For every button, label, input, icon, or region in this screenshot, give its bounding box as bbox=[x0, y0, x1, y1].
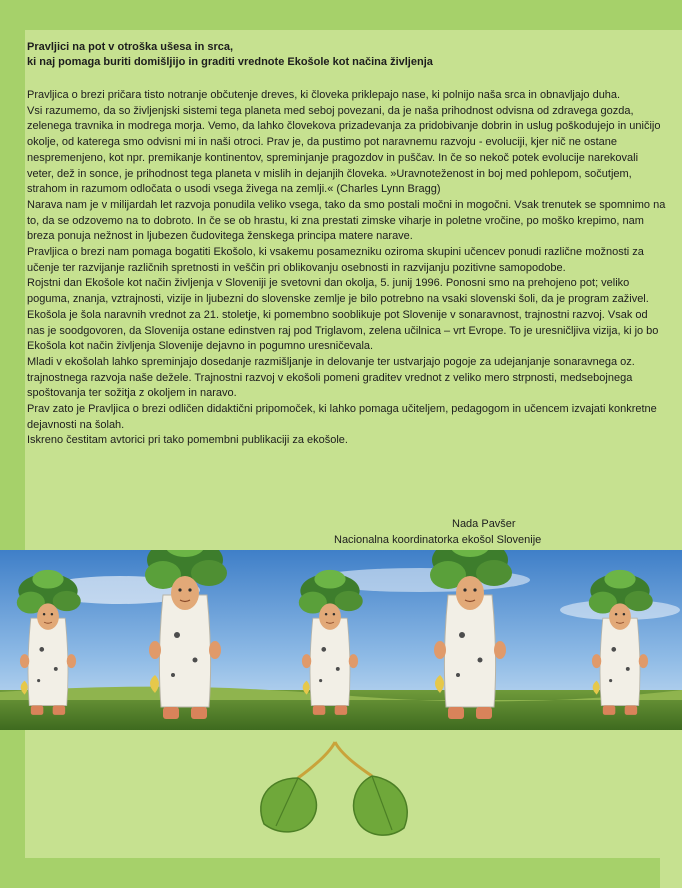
bottom-panel-corner bbox=[660, 858, 682, 888]
paragraph: Narava nam je v milijardah let razvoja ponudila veliko vsega, tako da smo postali močni in mogočni. Vsak trenutek se spomnimo na to, da se odzovemo na to dobroto. In če se ob hrastu, ki zna prestati zimske viharje in poletne vročine, po moško krepimo, nam breza ponuja nežnost in ljubezen čudovitega ženskega principa matere narave. bbox=[27, 198, 666, 243]
paragraph: Rojstni dan Ekošole kot način življenja v Sloveniji je svetovni dan okolja, 5. junij 1996. Ponosni smo na prehojeno pot; veliko poguma, znanja, vztrajnosti, vizije in ljubezni do slovenske zemlje je bilo potrebno na vsaki slovenski šoli, da je program zaživel. bbox=[27, 277, 649, 306]
paragraph: Pravljica o brezi pričara tisto notranje občutenje dreves, ki človeka priklepajo nase, ki polnijo naša srca in obnavljajo duha. bbox=[27, 89, 621, 101]
signature-role: Nacionalna koordinatorka ekošol Slovenije bbox=[334, 534, 542, 546]
article-body bbox=[27, 88, 667, 449]
paragraph: Mladi v ekošolah lahko spreminjajo dosedanje razmišljanje in delovanje ter ustvarjajo pogoje za udejanjanje sonaravnega oz. trajnostnega razvoja naše dežele. Trajnostni razvoj v ekošoli pomeni graditev vrednot z veliko mero strpnosti, medsebojnega spoštovanja ter sožitja z okoljem in naravo. bbox=[27, 355, 635, 400]
signature-name: Nada Pavšer bbox=[452, 518, 516, 530]
paragraph: Iskreno čestitam avtorici pri tako pomembni publikaciji za ekošole. bbox=[27, 434, 348, 447]
paragraph: Vsi razumemo, da so življenjski sistemi tega planeta med seboj povezani, da je naša prihodnost odvisna od zdravega gozda, zelenega travnika in modrega morja. Vemo, da lahko človekova prizadevanja za pridobivanje dobrin in uslug poškodujejo in uničijo okolje, od katerega smo odvisni mi in naši otroci. Prav je, da pustimo pot naravnemu razvoju - evoluciji, kjer nič ne ostane nespremenjeno, kot npr. premikanje kontinentov, spreminjanje pragozdov in puščav. In če so nekoč potek evolucije narekovali veter, dež in sonce, je prihodnost tega planeta v mislih in dejanjih človeka. »Uravnoteženost in boj med pohlepom, sočutjem, strahom in razumom odločata o usodi vsega živega na zemlji.« (Charles Lynn Bragg) bbox=[27, 104, 661, 196]
paragraph: Ekošola je šola naravnih vrednot za 21. stoletje, ki pomembno sooblikuje pot Slovenije v sonaravnost, trajnostni razvoj. Vsak od nas je soodgovoren, da Slovenija ostane edinstven raj pod Triglavom, zelena učilnica – vrt Evrope. To je uresničljiva vizija, ki jo bo Ekošola kot način življenja Slovenije dejavno in pogumno uresničevala. bbox=[27, 308, 659, 353]
birch-figures-photo bbox=[0, 550, 682, 730]
heading-line-2: ki naj pomaga buriti domišljijo in graditi vrednote Ekošole kot načina življenja bbox=[27, 56, 433, 68]
birch-leaves-icon bbox=[250, 738, 420, 848]
page-heading bbox=[27, 40, 667, 70]
paragraph: Prav zato je Pravljica o brezi odličen didaktični pripomoček, ki lahko pomaga učiteljem, pedagogom in učencem izvajati konkretne dejavnosti na šolah. bbox=[27, 403, 657, 431]
paragraph: Pravljica o brezi nam pomaga bogatiti Ekošolo, ki vsakemu posamezniku oziroma skupini učencev ponudi različne možnosti za učenje ter razvijanje različnih spretnosti in veščin pri oblikovanju osebnosti in razvijanju pozitivne samopodobe. bbox=[27, 246, 644, 274]
heading-line-1: Pravljici na pot v otroška ušesa in srca, bbox=[27, 41, 234, 53]
